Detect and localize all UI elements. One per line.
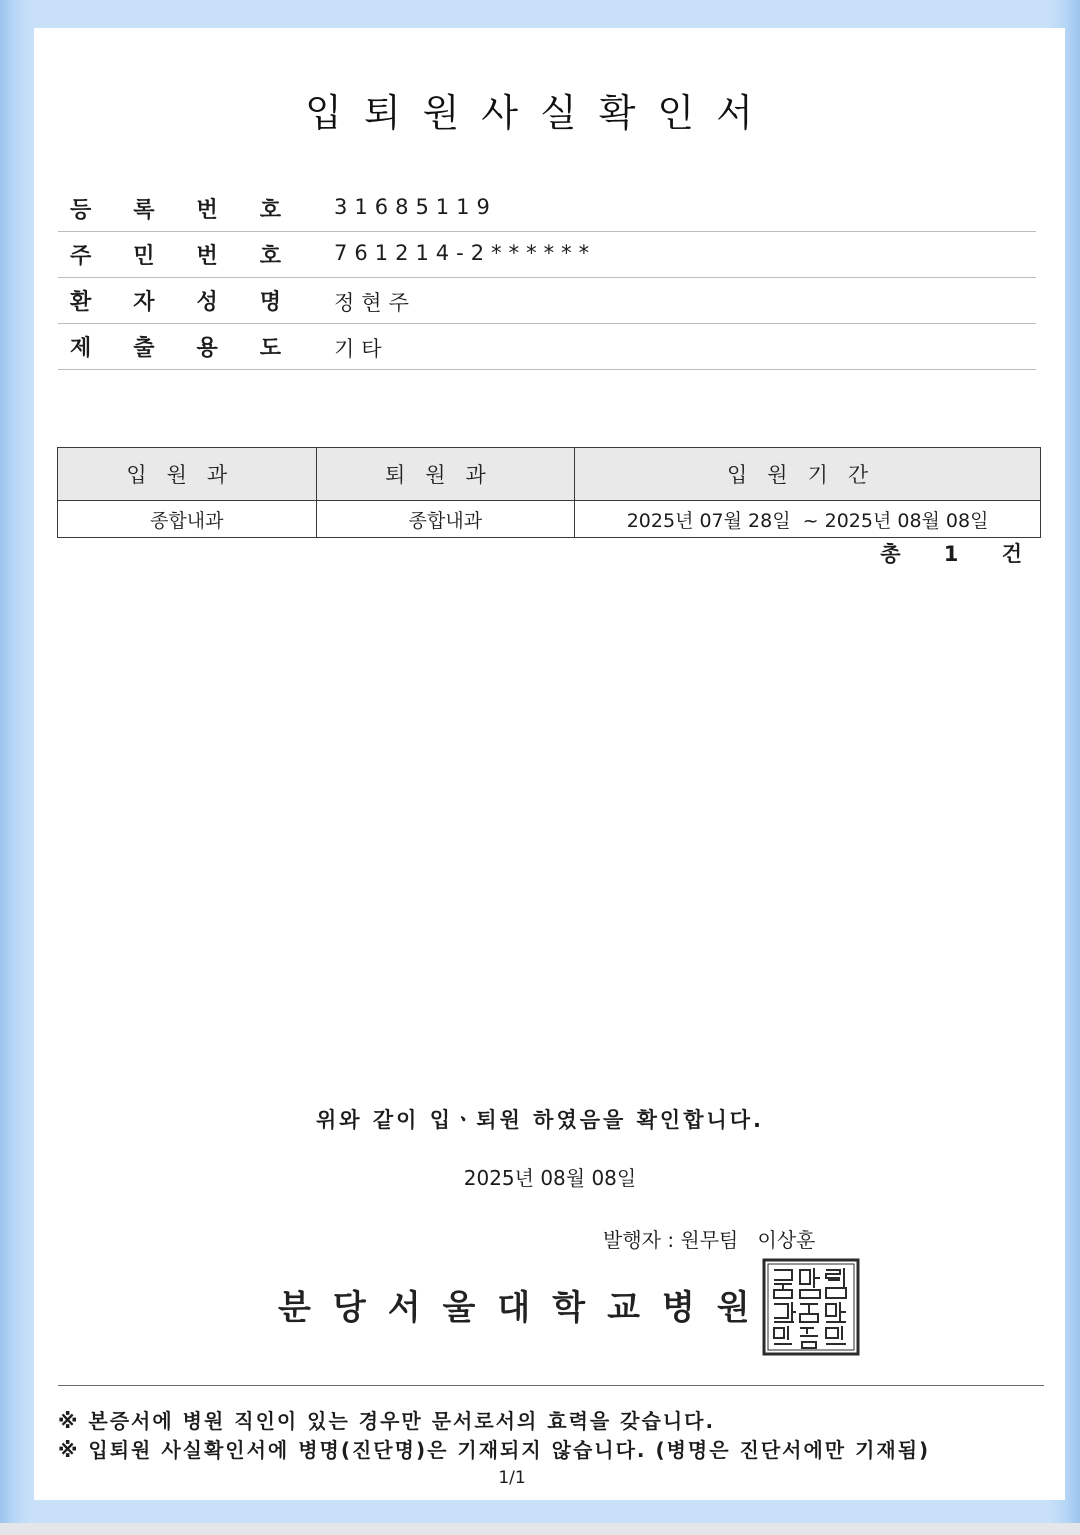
issue-date: 2025년 08월 08일 [463, 1166, 637, 1190]
info-value: 761214-2****** [334, 241, 597, 265]
hospital-name: 분당서울대학교병원 [278, 1288, 772, 1328]
cell-discharge-dept: 종합내과 [316, 501, 575, 538]
cell-admit-dept: 종합내과 [58, 501, 317, 538]
issuer: 발행자 : 원무팀 이상훈 [603, 1228, 816, 1252]
info-value: 31685119 [334, 195, 497, 219]
hospital-seal-icon [762, 1258, 860, 1356]
info-label: 환자성명 [70, 290, 324, 315]
note-2: ※ 입퇴원 사실확인서에 병명(진단명)은 기재되지 않습니다. (병명은 진단서에만 기재됨) [58, 1438, 931, 1462]
info-value: 기타 [334, 337, 389, 361]
info-row-purpose [58, 323, 1036, 370]
header-admit-dept: 입원과 [58, 448, 317, 501]
page-number: 1/1 [498, 1468, 526, 1488]
info-label: 제출용도 [70, 336, 324, 361]
document-title: 입퇴원사실확인서 [305, 91, 775, 135]
scan-bottom-strip [0, 1523, 1080, 1535]
table-row [58, 501, 1041, 538]
info-row-registration [58, 185, 1036, 232]
note-1: ※ 본증서에 병원 직인이 있는 경우만 문서로서의 효력을 갖습니다. [58, 1409, 716, 1433]
admission-table [57, 447, 1041, 538]
header-period: 입원기간 [575, 448, 1041, 501]
total-count: 총 1 건 [880, 542, 1040, 566]
info-label: 등록번호 [70, 198, 324, 223]
table-header-row [58, 448, 1041, 501]
cell-period: 2025년 07월 28일 ~ 2025년 08월 08일 [575, 501, 1041, 538]
info-value: 정현주 [334, 291, 416, 315]
info-row-patient-name [58, 277, 1036, 324]
info-label: 주민번호 [70, 244, 324, 269]
divider [58, 1385, 1044, 1386]
info-row-resident-number [58, 231, 1036, 278]
confirmation-statement: 위와 같이 입ㆍ퇴원 하였음을 확인합니다. [315, 1108, 765, 1132]
header-discharge-dept: 퇴원과 [316, 448, 575, 501]
